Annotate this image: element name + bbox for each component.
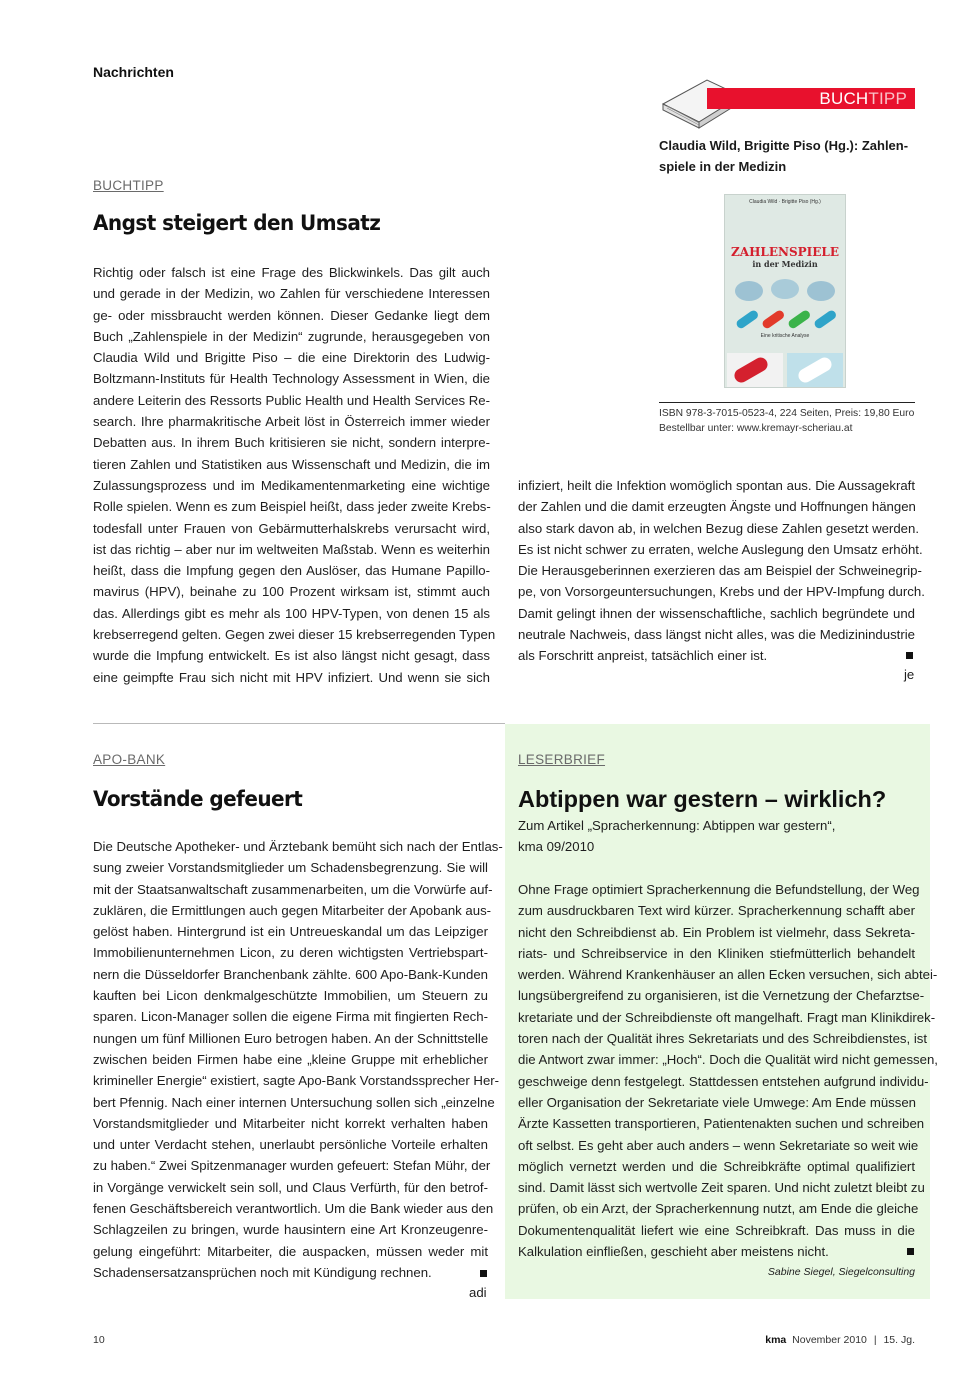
text-line: zwischen beiden Firmen habe eine „kleine Gruppe mit erheblicher: [93, 1051, 488, 1067]
article1-headline: Angst steigert den Umsatz: [93, 211, 381, 236]
text-line: ist das richtig – aber nur im weltweiten Maßstab. Wenn es weiterhin: [93, 541, 490, 557]
section-divider: [93, 723, 505, 724]
badge-bold-text: BUCH: [819, 89, 869, 108]
section-header: Nachrichten: [93, 64, 174, 80]
article3-reference: [518, 815, 915, 858]
book-info-rule: [659, 402, 915, 403]
article2-section-label: APO-BANK: [93, 752, 166, 767]
pills-illustration: [727, 269, 843, 387]
text-line: krebserregend gelten. Gegen zwei dieser 15 krebserregenden Typen: [93, 627, 496, 643]
text-line: todesfall unter Frauen von Gebärmutterhalskrebs verursacht wird,: [93, 520, 490, 536]
badge-light-text: TIPP: [868, 89, 907, 108]
text-line: zu haben.“ Zwei Spitzenmanager wurden gefeuert: Stefan Mühr, der: [93, 1158, 491, 1174]
text-line: kauften bei Licon denkmalgeschützte Immobilien, um Steuern zu: [93, 988, 488, 1004]
text-line: Ärzte Kassetten transportieren, Patientenakten suchen und schreiben: [518, 1116, 925, 1132]
issue-date: November 2010: [792, 1334, 867, 1346]
text-line: Dokumentenqualität liefert wie eine Schreibkraft. Das muss in die: [518, 1222, 915, 1238]
cover-tagline: Eine kritische Analyse: [760, 333, 810, 339]
book-isbn: ISBN 978-3-7015-0523-4, 224 Seiten, Preis: 19,80 Euro: [659, 408, 915, 419]
text-line: Zulassungsprozess und im Medikamentenmarketing eine wichtige: [93, 477, 490, 493]
article3-section-label: LESERBRIEF: [518, 752, 606, 767]
article2-body: [93, 836, 503, 1283]
book-tip-box: [655, 76, 917, 436]
text-line: Rolle spielen. Wenn es zum Beispiel heißt, dass jeder zweite Krebs-: [93, 499, 491, 515]
text-line: Claudia Wild und Brigitte Piso – die eine Direktorin des Ludwig-: [93, 350, 490, 366]
cover-subtitle: in der Medizin: [752, 259, 818, 269]
text-line: Kalkulation einfließen, geschieht aber meistens nicht.: [518, 1244, 829, 1260]
text-line: mavirus (HPV), beinahe zu 100 Prozent wirksam ist, stimmt auch: [93, 584, 490, 600]
article2-headline: Vorstände gefeuert: [93, 787, 303, 812]
text-line: bert Pfennig. Nach einer internen Untersuchung sollen sich „einzelne: [93, 1094, 495, 1110]
text-line: die Antwort zwar immer: „Hoch“. Doch die Qualität wird nicht gemessen,: [518, 1052, 938, 1068]
footer-issue-info: [765, 1334, 915, 1346]
text-line: gelung eingeführt: Mitarbeiter, die auspacken, müssen weder mit: [93, 1243, 488, 1259]
text-line: sind. Damit lässt sich wertvolle Zeit sparen. Und nicht zuletzt bleibt zu: [518, 1180, 925, 1196]
book-cover-image: [724, 194, 846, 388]
text-line: pe, von Vorsorgeuntersuchungen, Krebs und der HPV-Impfung durch.: [518, 584, 925, 600]
book-title-line: spiele in der Medizin: [659, 159, 787, 174]
text-line: möglich vernetzt werden und die Schreibkräfte optimal qualifiziert: [518, 1158, 915, 1174]
text-line: Richtig oder falsch ist eine Frage des Blickwinkels. Das gilt auch: [93, 265, 490, 280]
volume: 15. Jg.: [883, 1334, 915, 1346]
article3-headline: Abtippen war gestern – wirklich?: [518, 786, 887, 812]
text-line: neutrale Nachweis, dass längst nicht alles, was die Medizinindustrie: [518, 627, 915, 643]
text-line: search. Ihre pharmakritische Arbeit löst in Österreich immer wieder: [93, 414, 490, 430]
text-line: wurde die Impfung entwickelt. Es ist also längst nicht gesagt, dass: [93, 648, 490, 664]
text-line: Damit gelingt ihnen der wissenschaftliche, sachlich begründete und: [518, 605, 915, 621]
article-end-mark: [480, 1270, 487, 1277]
text-line: nicht den Schreibdienst ab. Ein Problem ist vielmehr, dass Sekreta-: [518, 924, 915, 940]
text-line: tieren Zahlen und Statistiken aus Wissenschaft und Medizin, die im: [93, 456, 490, 472]
text-line: Immobilienunternehmen Licon, zu deren wichtigsten Vertriebspart-: [93, 945, 488, 961]
text-line: in Vorgänge verwickelt sein soll, und Claus Verfürth, für den betrof-: [93, 1179, 488, 1195]
article-end-mark: [907, 1248, 914, 1255]
text-line: nern die Düsseldorfer Branchenbank zählte. 600 Apo-Bank-Kunden: [93, 966, 488, 982]
article1-column-2: [518, 475, 925, 667]
text-line: und gerade in der Medizin, wo Zahlen für verschiedene Interessen: [93, 286, 490, 302]
cover-title: ZAHLENSPIELE: [731, 245, 839, 259]
text-line: als Forschritt anpreist, tatsächlich einer ist.: [518, 648, 768, 664]
text-line: kretariate und der Schreibdienste oft mangelhaft. Fragt man Klinikdirek-: [518, 1009, 936, 1025]
text-line: heißt, dass die Impfung gegen den Auslöser, das Humane Papillo-: [93, 563, 490, 579]
text-line: Es ist nicht schwer zu erraten, welche Auslegung den Umsatz erhöht.: [518, 541, 923, 557]
text-line: lungsübergreifend zu organisieren, ist die Vernetzung der Chefarztse-: [518, 988, 925, 1004]
text-line: fenen Geschäftsbereich verantwortlich. Um die Bank wieder aus den: [93, 1201, 494, 1217]
brand-logo: kma: [765, 1334, 787, 1346]
text-line: ge- oder missbraucht werden können. Dieser Gedanke liegt dem: [93, 307, 490, 323]
text-line: Boltzmann-Instituts für Health Technology Assessment in Wien, die: [93, 371, 490, 387]
text-line: mit der Staatsanwaltschaft zusammenarbeiten, um die Vorwürfe auf-: [93, 881, 493, 897]
text-line: Schadensersatzansprüchen noch mit Kündigung rechnen.: [93, 1264, 432, 1280]
page-number: 10: [93, 1334, 105, 1346]
text-line: sparen. Licon-Manager sollen die eigene Firma mit fingierten Rech-: [93, 1009, 488, 1025]
text-line: das. Allerdings gibt es mehr als 100 HPV-Typen, von denen 15 als: [93, 605, 490, 621]
text-line: geschweige denn festgelegt. Stattdessen entstehen aufgrund individu-: [518, 1073, 929, 1089]
article1-section-label: BUCHTIPP: [93, 178, 164, 193]
text-line: Die Deutsche Apotheker- und Ärztebank bemüht sich nach der Entlas-: [93, 839, 503, 854]
text-line: oft selbst. Es geht aber auch anders – wenn Sekretariate so weit wie: [518, 1137, 919, 1153]
cover-author-line: Claudia Wild · Brigitte Piso (Hg.): [749, 199, 821, 205]
text-line: Debatten aus. In ihrem Buch kritisieren sie nicht, sondern interpre-: [93, 435, 490, 451]
text-line: toren nach der Qualität ihres Sekretariats und des Schreibdienstes, ist: [518, 1031, 928, 1047]
text-line: zuklären, die Ermittlungen auch gegen Mitarbeiter der Apobank aus-: [93, 902, 492, 918]
letter-signature: Sabine Siegel, Siegelconsulting: [767, 1266, 915, 1278]
text-line: gelöst haben. Hintergrund ist ein Untreueskandal um das Leipziger: [93, 924, 488, 940]
text-line: andere Leiterin des Ressorts Public Health und Health Services Re-: [93, 392, 490, 408]
article2-author-initials: adi: [469, 1285, 487, 1300]
text-line: zum ausdruckbaren Text wird kürzer. Spracherkennung schafft aber: [518, 903, 915, 919]
text-line: sung zweier Vorstandsmitglieder um Schadensbegrenzung. Sie will: [93, 860, 488, 876]
article3-body: [518, 879, 938, 1262]
reference-line: Zum Artikel „Spracherkennung: Abtippen war gestern“,: [518, 818, 836, 833]
book-title-line: Claudia Wild, Brigitte Piso (Hg.): Zahlen-: [659, 138, 909, 153]
text-line: also stark davon ab, in welchen Bezug diese Zahlen gesetzt werden.: [518, 520, 919, 536]
text-line: der Zahlen und die damit erzeugten Ängste und Hoffnungen hängen: [518, 499, 916, 515]
text-line: Ohne Frage optimiert Spracherkennung die Befundstellung, der Weg: [518, 882, 920, 897]
text-line: und unter Verdacht stehen, unerlaubt persönliche Vorteile erhalten: [93, 1137, 488, 1153]
text-line: prüfen, ob ein Arzt, der Spracherkennung nutzt, am Ende die gleiche: [518, 1201, 919, 1217]
footer-separator: |: [873, 1334, 877, 1346]
text-line: nungen um fünf Millionen Euro betrogen haben. An der Schnittstelle: [93, 1030, 489, 1046]
article-end-mark: [906, 652, 913, 659]
text-line: krimineller Energie“ existiert, sagte Apo-Bank Vorstandssprecher Her-: [93, 1073, 500, 1089]
book-authors-title: [659, 135, 908, 177]
text-line: eine geimpfte Frau sich nicht mit HPV infiziert. Und wenn sie sich: [93, 669, 490, 685]
text-line: werden. Während Krankenhäuser an allen Ecken versuchen, sich abtei-: [518, 967, 938, 983]
text-line: riats- und Schreibservice in den Kliniken stiefmütterlich behandelt: [518, 945, 915, 961]
text-line: infiziert, heilt die Infektion womöglich spontan aus. Die Aussagekraft: [518, 478, 915, 493]
text-line: Die Herausgeberinnen exerzieren das am Beispiel der Schweinegrip-: [518, 563, 922, 579]
text-line: Schlagzeilen zu bringen, wurde hausintern eine Art Kronzeugenre-: [93, 1222, 488, 1238]
article1-author-initials: je: [904, 667, 915, 682]
article1-column-1: [93, 262, 496, 688]
book-order-link[interactable]: Bestellbar unter: www.kremayr-scheriau.at: [659, 423, 853, 434]
buchtipp-badge: [707, 88, 915, 109]
text-line: Buch „Zahlenspiele in der Medizin“ zugrunde, herausgegeben von: [93, 328, 490, 344]
reference-line: kma 09/2010: [518, 839, 595, 855]
text-line: Vorstandsmitglieder und Mitarbeiter nicht korrekt verhalten haben: [93, 1115, 488, 1131]
text-line: eller Organisation der Sekretariate viele Umwege: Am Ende müssen: [518, 1094, 917, 1110]
